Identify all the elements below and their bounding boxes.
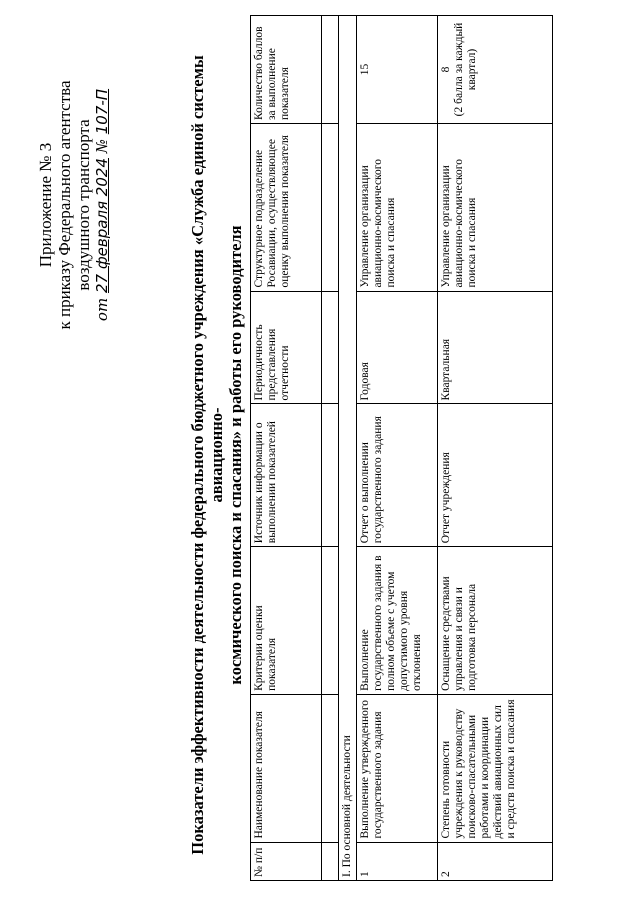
section-title: I. По основной деятельности: [339, 16, 357, 881]
header-period: Периодичность представления отчетности: [251, 291, 322, 404]
header-source: Источник информации о выполнении показателей: [251, 404, 322, 547]
table-row: [357, 16, 438, 881]
spacer-cell: [322, 124, 339, 292]
row-num: 2: [438, 842, 553, 880]
header-score: Количество баллов за выполнение показателя: [251, 16, 322, 124]
row-name: Выполнение утвержденного государственного задания: [357, 694, 438, 842]
title-line-1: Показатели эффективности деятельности федерального бюджетного учреждения «Служба единой системы авиационно-: [188, 55, 226, 855]
row-score-cell: [438, 16, 553, 124]
row-score: 8: [440, 66, 452, 73]
row-period: Квартальная: [438, 291, 553, 404]
order-date-number: [93, 25, 112, 385]
row-criteria: Выполнение государственного задания в полном объеме с учетом допустимого уровня отклонения: [357, 547, 438, 695]
handwritten-number: 107-П: [93, 88, 111, 135]
spacer-cell: [322, 694, 339, 842]
row-dept: Управление организации авиационно-космического поиска и спасания: [438, 124, 553, 292]
spacer-cell: [322, 16, 339, 124]
row-criteria: Оснащение средствами управления и связи и подготовка персонала: [438, 547, 553, 695]
handwritten-date: 27 февраля 2024: [93, 158, 111, 294]
agency-name: воздушного транспорта: [74, 119, 93, 291]
section-row: [339, 16, 357, 881]
row-num: 1: [357, 842, 438, 880]
order-reference: к приказу Федерального агентства: [55, 80, 74, 330]
spacer-cell: [322, 842, 339, 880]
row-score-note: (2 балла за каждый квартал): [453, 22, 478, 117]
row-source: Отчет учреждения: [438, 404, 553, 547]
date-prefix: от: [93, 297, 111, 322]
header-name: Наименование показателя: [251, 694, 322, 842]
table-row: [438, 16, 553, 881]
header-criteria: Критерии оценки показателя: [251, 547, 322, 695]
row-period: Годовая: [357, 291, 438, 404]
table-spacer-row: [322, 16, 339, 881]
row-score: 15: [359, 63, 371, 76]
header-num: № п/п: [251, 842, 322, 880]
spacer-cell: [322, 291, 339, 404]
row-score-cell: [357, 16, 438, 124]
table-header-row: [251, 16, 322, 881]
appendix-header: [36, 25, 112, 385]
number-prefix: №: [93, 139, 111, 154]
spacer-cell: [322, 404, 339, 547]
row-dept: Управление организации авиационно-космического поиска и спасания: [357, 124, 438, 292]
document-title: [188, 45, 245, 865]
title-line-2: космического поиска и спасания» и работы его руководителя: [226, 225, 245, 685]
row-source: Отчет о выполнении государственного задания: [357, 404, 438, 547]
appendix-number: Приложение № 3: [36, 142, 55, 268]
indicators-table: [250, 15, 553, 881]
header-dept: Структурное подразделение Росавиации, осуществляющее оценку выполнения показателя: [251, 124, 322, 292]
row-name: Степень готовности учреждения к руководству поисково-спасательными работами и координации действий авиационных сил и средств поиска и спасания: [438, 694, 553, 842]
spacer-cell: [322, 547, 339, 695]
